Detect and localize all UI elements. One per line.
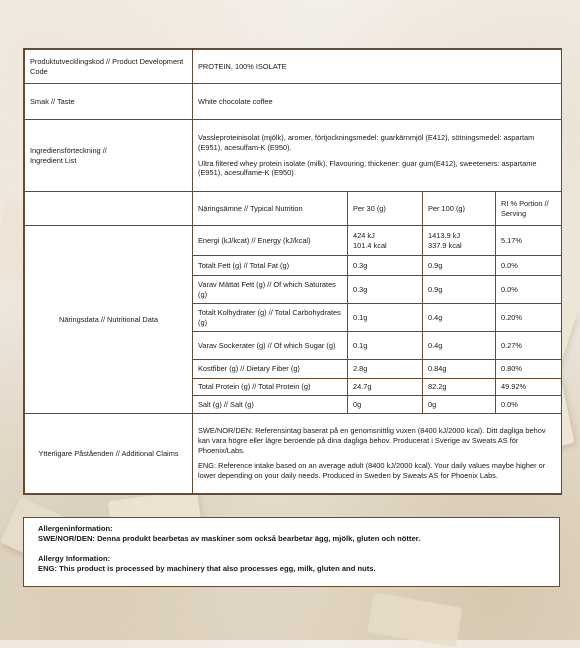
product-info-sheet <box>23 48 562 495</box>
claims-swedish: SWE/NOR/DEN: Referensintag baserat på en genomsnittlig vuxen (8400 kJ/2000 kcal). Ditt dagliga behov kan vara högre eller lägre beroende på dina dagliga behov. Producerat i Sverige av Sweats AS för Phoenix/Labs. <box>198 425 546 455</box>
ingredients-text <box>193 120 562 192</box>
per30-value: 0.1g <box>348 304 423 332</box>
ri-value: 0.0% <box>496 256 562 276</box>
per100-value: 82.2g <box>423 379 496 396</box>
per100-value: 0.4g <box>423 304 496 332</box>
ri-value: 0.0% <box>496 396 562 414</box>
per100-value: 0.9g <box>423 256 496 276</box>
nutrition-section-label: Näringsdata // Nutritional Data <box>25 226 193 414</box>
ri-value: 0.27% <box>496 332 562 360</box>
per100-value <box>423 226 496 256</box>
ingredients-label-line-1: Ingrediensförteckning // <box>30 145 107 155</box>
nutrient-name: Kostfiber (g) // Dietary Fiber (g) <box>193 360 348 379</box>
allergy-english-title: Allergy Information: <box>38 553 111 563</box>
ingredients-label <box>25 120 193 192</box>
per100-value: 0g <box>423 396 496 414</box>
claims-text <box>193 414 562 494</box>
taste-label: Smak // Taste <box>25 84 193 120</box>
taste-row <box>25 84 562 120</box>
per30-value: 0.3g <box>348 256 423 276</box>
taste-value: White chocolate coffee <box>193 84 562 120</box>
ingredients-row <box>25 120 562 192</box>
product-code-row <box>25 50 562 84</box>
per30-value: 0.1g <box>348 332 423 360</box>
chocolate-piece-decoration <box>367 592 463 647</box>
ri-value: 5.17% <box>496 226 562 256</box>
ri-value: 49.92% <box>496 379 562 396</box>
per30-value: 2.8g <box>348 360 423 379</box>
ri-value: 0.0% <box>496 276 562 304</box>
per30-value: 0.3g <box>348 276 423 304</box>
nutrition-header-row <box>25 192 562 226</box>
allergy-swedish-title: Allergeninformation: <box>38 524 113 533</box>
per100-kj: 1413.9 kJ <box>428 230 461 240</box>
per30-value: 0g <box>348 396 423 414</box>
allergy-english-text: ENG: This product is processed by machinery that also processes egg, milk, gluten and nuts. <box>38 563 376 573</box>
ingredients-english: Ultra filtered whey protein isolate (milk), Flavouring, thickener: guar gum(E412), sweeteners: aspartame (E951), acesulfame-K (E950). <box>198 158 537 178</box>
nutrient-name: Energi (kJ/kcat) // Energy (kJ/kcal) <box>193 226 348 256</box>
per100-value: 0.4g <box>423 332 496 360</box>
nutrition-row-energy <box>25 226 562 256</box>
ri-value: 0.80% <box>496 360 562 379</box>
nutrient-name: Totalt Fett (g) // Total Fat (g) <box>193 256 348 276</box>
nutrient-name: Totalt Kolhydrater (g) // Total Carbohydrates (g) <box>193 304 348 332</box>
claims-row <box>25 414 562 494</box>
product-code-label: Produktutvecklingskod // Product Development Code <box>25 50 193 84</box>
nutrition-table <box>24 49 562 494</box>
per100-value: 0.84g <box>423 360 496 379</box>
claims-label: Ytterligare Påståenden // Additional Claims <box>25 414 193 494</box>
header-per30: Per 30 (g) <box>348 192 423 226</box>
allergy-swedish-text: SWE/NOR/DEN: Denna produkt bearbetas av maskiner som också bearbetar ägg, mjölk, gluten och nötter. <box>38 534 421 544</box>
header-blank-cell <box>25 192 193 226</box>
per30-kj: 424 kJ <box>353 230 375 240</box>
ingredients-swedish: Vassleproteinisolat (mjölk), aromer, förtjockningsmedel: guarkärnmjöl (E412), sötningsmedel: aspartam (E951), acesulfam-K (E950). <box>198 132 535 152</box>
per30-value <box>348 226 423 256</box>
claims-english: ENG: Reference intake based on an average adult (8400 kJ/2000 kcal). Your daily values maybe higher or lower depending on your daily needs. Produced in Sweden by Sweats AS for Phoenix Labs. <box>198 461 546 481</box>
header-per100: Per 100 (g) <box>423 192 496 226</box>
nutrient-name: Varav Sockerater (g) // Of which Sugar (g) <box>193 332 348 360</box>
header-ri: RI % Portion // Serving <box>496 192 562 226</box>
product-code-value: PROTEIN, 100% ISOLATE <box>193 50 562 84</box>
per30-value: 24.7g <box>348 379 423 396</box>
per100-kcal: 337.9 kcal <box>428 240 462 250</box>
nutrient-name: Varav Mättat Fett (g) // Of which Saturates (g) <box>193 276 348 304</box>
nutrient-name: Salt (g) // Salt (g) <box>193 396 348 414</box>
ri-value: 0.20% <box>496 304 562 332</box>
header-nutrient: Näringsämne // Typical Nutrition <box>193 192 348 226</box>
ingredients-label-line-2: Ingredient List <box>30 155 77 165</box>
allergy-box <box>23 517 560 587</box>
per100-value: 0.9g <box>423 276 496 304</box>
allergy-spacer <box>38 545 545 554</box>
nutrient-name: Total Protein (g) // Total Protein (g) <box>193 379 348 396</box>
per30-kcal: 101.4 kcal <box>353 240 387 250</box>
